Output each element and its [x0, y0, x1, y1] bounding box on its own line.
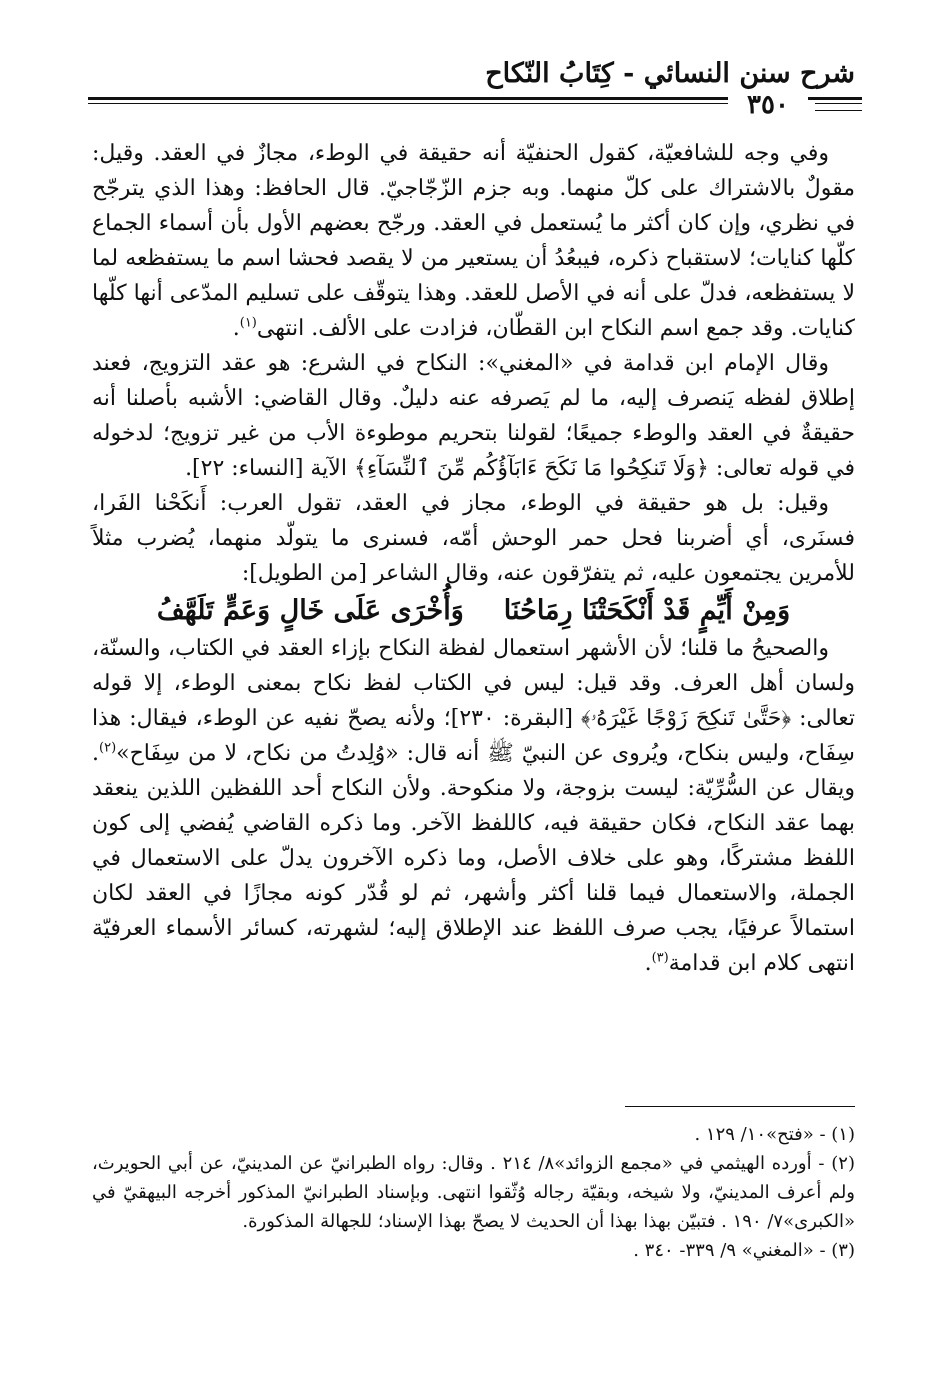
footnotes: [92, 1120, 855, 1265]
verse-hemistich-first: وَمِنْ أَيِّمٍ قَدْ أَنْكَحَتْنَا رِمَاحُنَا: [503, 595, 791, 626]
paragraph-text: [البقرة: ٢٣٠]؛ ولأنه يصحّ نفيه عن الوطء، فيقال: هذا سِفَاح، وليس بنكاح، ويُروى عن النبيّ ﷺ أنه قال: «وُلِدتُ من نكاح، لا من سِفَاح»: [92, 706, 855, 766]
running-header-title: شرح سنن النسائي - كِتَابُ النّكاح: [485, 58, 855, 89]
quran-quote: ﴿حَتَّىٰ تَنكِحَ زَوْجًا غَيْرَهُۥ﴾: [581, 706, 792, 731]
quran-quote: ﴿وَلَا تَنكِحُوا مَا نَكَحَ ءَابَآؤُكُم مِّنَ ٱلنِّسَآءِ﴾: [353, 456, 709, 481]
paragraph-text: الآية [النساء: ٢٢].: [185, 456, 354, 481]
paragraph: [92, 136, 855, 346]
footnote-3: (٣) - «المغني» ٩/ ٣٣٩- ٣٤٠ .: [633, 1240, 855, 1261]
footnote-ref[interactable]: (٣): [651, 950, 669, 966]
paragraph-text: وفي وجه للشافعيّة، كقول الحنفيّة أنه حقيقة في الوطء، مجازٌ في العقد. وقيل: مقولٌ بالاشتراك على كلّ منهما. وبه جزم الزّجّاجيّ. قال الحافظ: وهذا الذي يترجّح في نظري، وإن كان أكثر ما يُستعمل في العقد. ورجّح بعضهم الأول بأن أسماء الجماع كلّها كنايات؛ لاستقباح ذكره، فيبعُدُ أن يستعير من لا يقصد فحشا اسم ما يستفظعه لما لا يستفظعه، فدلّ على أنه في الأصل للعقد. وهذا يتوقّف على تسليم المدّعى أنها كلّها كنايات. وقد جمع اسم النكاح ابن القطّان، فزادت على الألف. انتهى: [92, 141, 855, 341]
paragraph: [92, 486, 855, 591]
header-rule-thin: [815, 103, 862, 104]
paragraph: [92, 631, 855, 981]
paragraph-text: .: [644, 951, 652, 976]
footnote-separator: [625, 1106, 855, 1107]
footnote-1: (١) - «فتح»١٠/ ١٢٩ .: [694, 1124, 855, 1145]
footnote-ref[interactable]: (٢): [99, 740, 117, 756]
header-rule-thin-left: [88, 103, 728, 104]
footnote-ref[interactable]: (١): [239, 315, 257, 331]
footnote-2: (٢) - أورده الهيثمي في «مجمع الزوائد»٨/ ٢١٤ . وقال: رواه الطبرانيّ عن المدينيّ، عن أبي الحويرث، ولم أعرف المدينيّ، ولا شيخه، وبقيّة رجاله وُثّقوا انتهى. وبإسناد الطبرانيّ المذكور أخرجه البيهقيّ في «الكبرى»٧/ ١٩٠ . فتبيّن بهذا بهذا أن الحديث لا يصحّ بهذا الإسناد؛ للجهالة المذكورة.: [92, 1153, 856, 1232]
paragraph-text: .: [232, 316, 240, 341]
main-text: [92, 136, 855, 981]
verse-hemistich-second: وَأُخْرَى عَلَى خَالٍ وَعَمٍّ تَلَهَّفُ: [156, 595, 464, 626]
paragraph: [92, 346, 855, 486]
poetry-verse: [92, 591, 855, 631]
paragraph-text: وقيل: بل هو حقيقة في الوطء، مجاز في العقد، تقول العرب: أَنكَحْنا الفَرا، فسنَرى، أي أضربنا فحل حمر الوحش أمّه، فسنرى ما يتولّد منهما، يُضرب مثلاً للأمرين يجتمعون عليه، ثم يتفرّقون عنه، وقال الشاعر [من الطويل]:: [92, 491, 855, 586]
paragraph-text: . ويقال عن السُّرِّيّة: ليست بزوجة، ولا منكوحة. ولأن النكاح أحد اللفظين اللذين ينعقد بهما عقد النكاح، فكان حقيقة فيه، كاللفظ الآخر. وما ذكره القاضي يُفضي إلى كون اللفظ مشتركًا، وهو على خلاف الأصل، وما ذكره الآخرون يدلّ على الاستعمال في الجملة، والاستعمال فيما قلنا أكثر وأشهر، ثم لو قُدّر كونه مجازًا في العقد لكان استمالاً عرفيًا، يجب صرف اللفظ عند الإطلاق إليه؛ لشهرته، كسائر الأسماء العرفيّة انتهى كلام ابن قدامة: [92, 741, 855, 976]
header-rule-thin: [815, 110, 862, 111]
paragraph-text: وقال الإمام ابن قدامة في «المغني»: النكاح في الشرع: هو عقد التزويج، فعند إطلاق لفظه يَنصرف إليه، ما لم يَصرفه عنه دليلٌ. وقال القاضي: الأشبه بأصلنا أنه حقيقةٌ في العقد والوطء جميعًا؛ لقولنا بتحريم موطوءة الأب من غير تزويج؛ لدخوله في قوله تعالى:: [92, 351, 855, 481]
page-number: ٣٥٠: [728, 92, 808, 118]
paragraph-text: والصحيحُ ما قلنا؛ لأن الأشهر استعمال لفظة النكاح بإزاء العقد في الكتاب، والسنّة، ولسان أهل العرف. وقد قيل: ليس في الكتاب لفظ نكاح بمعنى الوطء، إلا قوله تعالى:: [92, 636, 855, 731]
